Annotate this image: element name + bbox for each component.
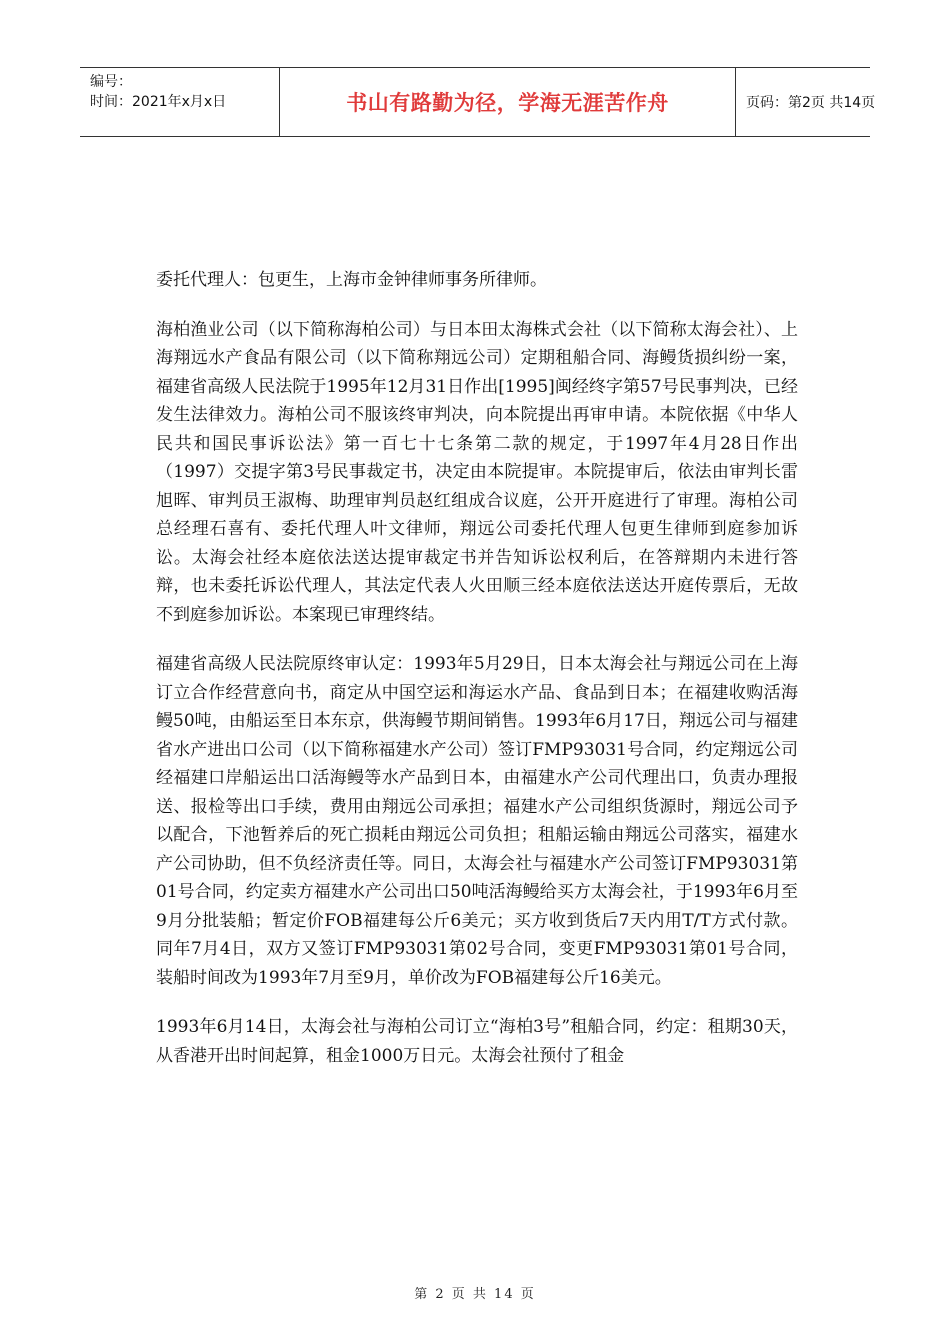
paragraph: 福建省高级人民法院原终审认定：1993年5月29日，日本太海会社与翔远公司在上海订立合作经营意向书，商定从中国空运和海运水产品、食品到日本；在福建收购活海鳗50吨，由船运至日本东京，供海鳗节期间销售。1993年6月17日，翔远公司与福建省水产进出口公司（以下简称福建水产公司）签订FMP93031号合同，约定翔远公司经福建口岸船运出口活海鳗等水产品到日本，由福建水产公司代理出口，负责办理报送、报检等出口手续，费用由翔远公司承担；福建水产公司组织货源时，翔远公司予以配合，下池暂养后的死亡损耗由翔远公司负担；租船运输由翔远公司落实，福建水产公司协助，但不负经济责任等。同日，太海会社与福建水产公司签订FMP93031第01号合同，约定卖方福建水产公司出口50吨活海鳗给买方太海会社，于1993年6月至9月分批装船；暂定价FOB福建每公斤6美元；买方收到货后7天内用T/T方式付款。同年7月4日，双方又签订FMP93031第02号合同，变更FMP93031第01号合同，装船时间改为1993年7月至9月，单价改为FOB福建每公斤16美元。 [156, 654, 798, 988]
header-motto: 书山有路勤为径，学海无涯苦作舟 [346, 91, 669, 115]
document-date: 时间：2021年x月x日 [90, 94, 227, 110]
document-number-label: 编号： [90, 74, 132, 90]
document-body [156, 266, 798, 1091]
paragraph: 委托代理人：包更生，上海市金钟律师事务所律师。 [156, 270, 547, 290]
page-footer: 第 2 页 共 14 页 [414, 1287, 536, 1302]
header-meta [80, 68, 280, 136]
paragraph: 海柏渔业公司（以下简称海柏公司）与日本田太海株式会社（以下简称太海会社）、上海翔远水产食品有限公司（以下简称翔远公司）定期租船合同、海鳗货损纠纷一案，福建省高级人民法院于1995年12月31日作出[1995]闽经终字第57号民事判决，已经发生法律效力。海柏公司不服该终审判决，向本院提出再审申请。本院依据《中华人民共和国民事诉讼法》第一百七十七条第二款的规定，于1997年4月28日作出（1997）交提字第3号民事裁定书，决定由本院提审。本院提审后，依法由审判长雷旭晖、审判员王淑梅、助理审判员赵红组成合议庭，公开开庭进行了审理。海柏公司总经理石喜有、委托代理人叶文律师，翔远公司委托代理人包更生律师到庭参加诉讼。太海会社经本庭依法送达提审裁定书并告知诉讼权利后，在答辩期内未进行答辩，也未委托诉讼代理人，其法定代表人火田顺三经本庭依法送达开庭传票后，无故不到庭参加诉讼。本案现已审理终结。 [156, 319, 798, 625]
paragraph: 1993年6月14日，太海会社与海柏公司订立“海柏3号”租船合同，约定：租期30天，从香港开出时间起算，租金1000万日元。太海会社预付了租金 [156, 1017, 798, 1066]
header-page-number: 页码：第2页 共14页 [735, 68, 870, 136]
page-header [80, 67, 876, 137]
